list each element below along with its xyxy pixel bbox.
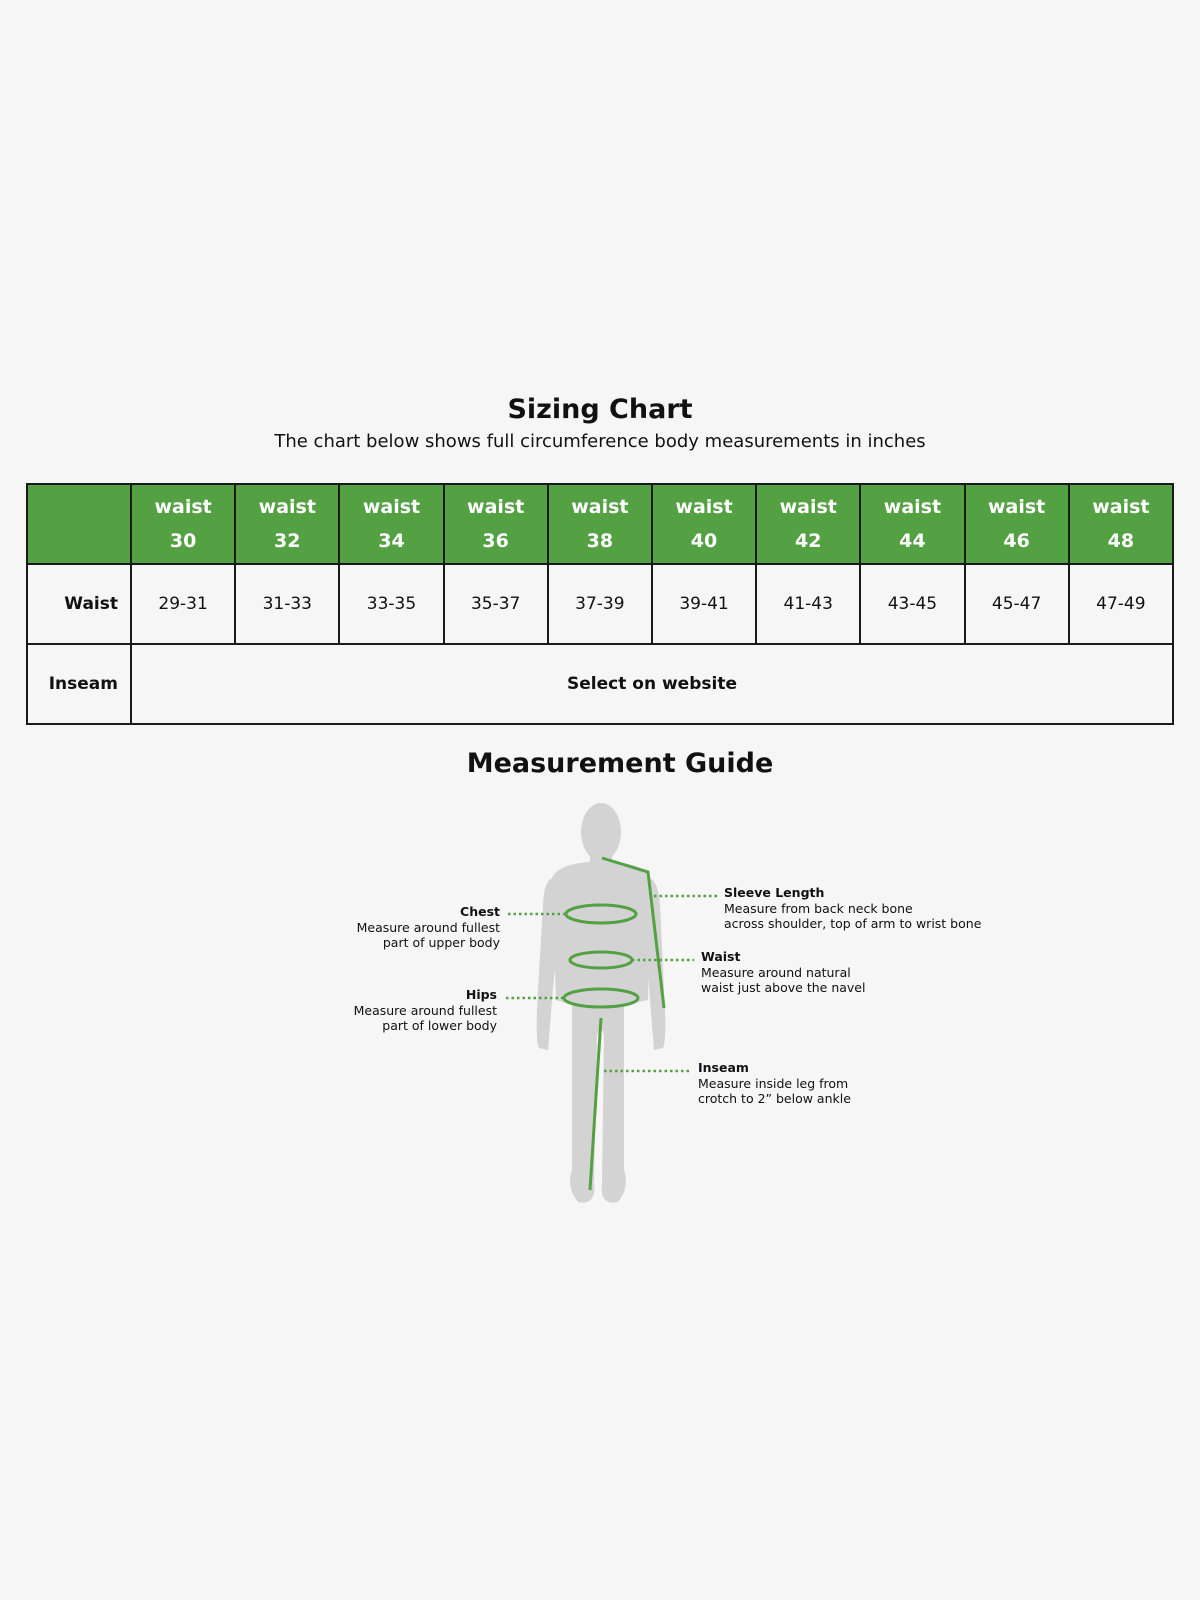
header-cell: waist 32 [235, 484, 339, 564]
inseam-annotation [698, 1060, 958, 1107]
sleeve-label: Sleeve Length [724, 885, 825, 900]
header-cell: waist 34 [339, 484, 443, 564]
guide-title: Measurement Guide [466, 748, 774, 779]
waist-annotation [701, 949, 961, 996]
waist-label: Waist [701, 949, 741, 964]
hips-annotation [297, 987, 497, 1034]
waist-desc-line1: Measure around natural [701, 964, 851, 980]
header-cell: waist 44 [860, 484, 964, 564]
header-cell: waist 40 [652, 484, 756, 564]
table-cell: 39-41 [652, 564, 756, 644]
table-cell: 47-49 [1069, 564, 1173, 644]
sleeve-desc-line2: across shoulder, top of arm to wrist bone [724, 916, 982, 931]
header-cell: waist 48 [1069, 484, 1173, 564]
table-cell: 43-45 [860, 564, 964, 644]
inseam-label: Inseam [698, 1060, 749, 1075]
inseam-note: Select on website [131, 644, 1173, 724]
sizing-title: Sizing Chart [507, 394, 693, 425]
table-cell: 29-31 [131, 564, 235, 644]
header-cell: waist 30 [131, 484, 235, 564]
table-cell: 37-39 [548, 564, 652, 644]
sleeve-annotation [724, 885, 1054, 932]
body-silhouette [537, 803, 666, 1203]
chest-annotation [300, 904, 500, 951]
row-label-waist: Waist [27, 564, 131, 644]
table-cell: 33-35 [339, 564, 443, 644]
chest-label: Chest [460, 904, 500, 919]
waist-desc-line2: waist just above the navel [701, 980, 866, 995]
inseam-desc-line1: Measure inside leg from [698, 1075, 849, 1091]
inseam-desc-line2: crotch to 2” below ankle [698, 1091, 851, 1106]
row-label-inseam: Inseam [27, 644, 131, 724]
hips-desc-line2: part of lower body [382, 1018, 497, 1033]
hips-label: Hips [465, 987, 497, 1002]
chest-desc-line2: part of upper body [382, 935, 500, 950]
header-cell: waist 42 [756, 484, 860, 564]
header-cell: waist 46 [965, 484, 1069, 564]
table-cell: 41-43 [756, 564, 860, 644]
table-cell: 35-37 [444, 564, 548, 644]
sizing-subtitle: The chart below shows full circumference body measurements in inches [274, 431, 926, 452]
hips-desc-line1: Measure around fullest [353, 1002, 497, 1018]
header-cell: waist 38 [548, 484, 652, 564]
table-cell: 31-33 [235, 564, 339, 644]
table-cell: 45-47 [965, 564, 1069, 644]
chest-desc-line1: Measure around fullest [356, 919, 500, 935]
header-cell: waist 36 [444, 484, 548, 564]
sleeve-desc-line1: Measure from back neck bone [724, 900, 913, 916]
